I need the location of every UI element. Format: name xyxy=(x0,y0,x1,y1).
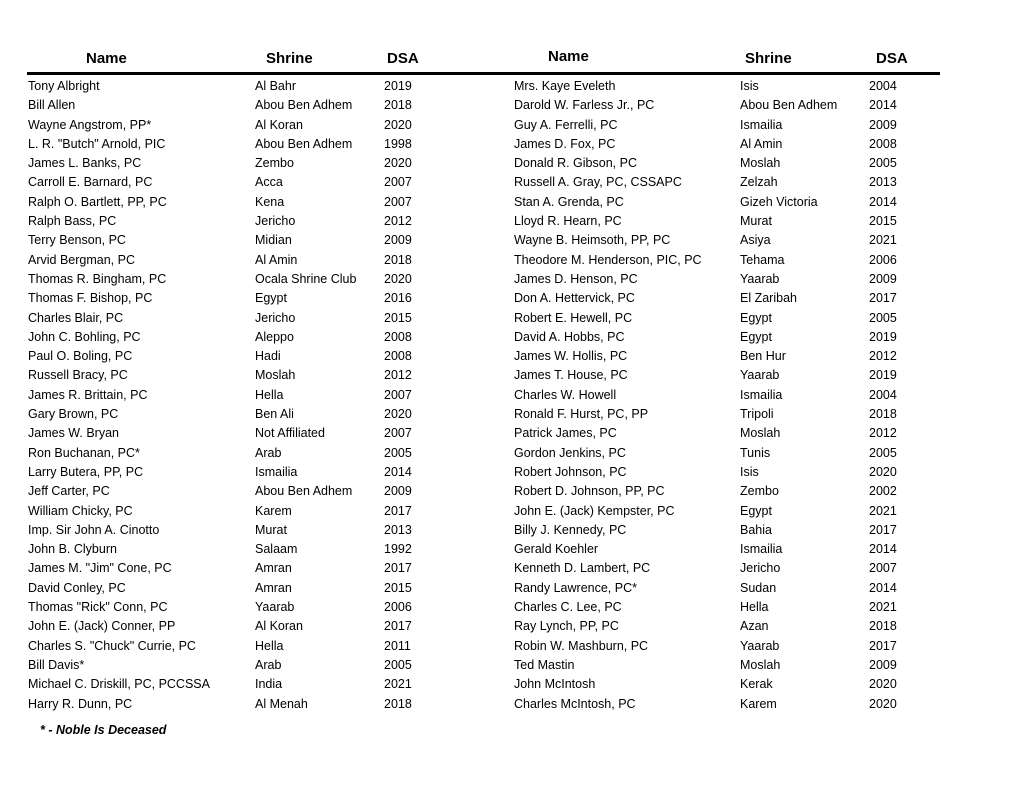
shrine-name: Zembo xyxy=(255,156,294,171)
dsa-year: 2007 xyxy=(384,387,412,402)
dsa-year: 2012 xyxy=(869,426,897,441)
shrine-name: Egypt xyxy=(740,329,772,344)
table-row xyxy=(500,289,1010,308)
shrine-name: Tripoli xyxy=(740,407,774,422)
dsa-year: 2021 xyxy=(869,233,897,248)
table-row xyxy=(0,637,500,656)
table-row xyxy=(0,328,500,347)
shrine-name: Al Amin xyxy=(255,252,298,267)
member-name: James T. House, PC xyxy=(514,368,628,383)
dsa-year: 2020 xyxy=(384,117,412,132)
table-row xyxy=(0,695,500,714)
member-name: Billy J. Kennedy, PC xyxy=(514,522,627,537)
dsa-year: 2021 xyxy=(869,600,897,615)
dsa-year: 2008 xyxy=(384,349,412,364)
shrine-name: Isis xyxy=(740,79,759,93)
dsa-year: 2020 xyxy=(384,156,412,171)
member-name: Wayne Angstrom, PP* xyxy=(28,117,152,132)
table-row xyxy=(0,559,500,578)
table-row xyxy=(500,116,1010,135)
dsa-year: 2006 xyxy=(384,600,412,615)
dsa-year: 1998 xyxy=(384,136,412,151)
member-name: Charles S. "Chuck" Currie, PC xyxy=(28,638,196,653)
member-name: James D. Fox, PC xyxy=(514,136,616,151)
shrine-name: Arab xyxy=(255,445,282,460)
dsa-year: 2013 xyxy=(384,522,412,537)
shrine-name: Ismailia xyxy=(740,117,783,132)
shrine-name: Bahia xyxy=(740,522,772,537)
dsa-year: 2018 xyxy=(869,619,897,634)
shrine-name: Moslah xyxy=(740,657,781,672)
dsa-year: 2017 xyxy=(869,522,897,537)
member-name: L. R. "Butch" Arnold, PIC xyxy=(28,136,166,151)
table-row xyxy=(500,154,1010,173)
table-row xyxy=(500,231,1010,250)
member-name: Robin W. Mashburn, PC xyxy=(514,638,649,653)
member-name: Charles C. Lee, PC xyxy=(514,600,622,615)
dsa-year: 2018 xyxy=(384,252,412,267)
header-dsa-left: DSA xyxy=(387,50,419,67)
shrine-name: Abou Ben Adhem xyxy=(255,136,353,151)
shrine-name: Hella xyxy=(255,387,284,402)
table-row xyxy=(500,617,1010,636)
table-row xyxy=(0,347,500,366)
table-row xyxy=(500,77,1010,96)
shrine-name: Yaarab xyxy=(740,368,780,383)
shrine-name: Ben Ali xyxy=(255,407,294,422)
member-name: Harry R. Dunn, PC xyxy=(28,696,133,711)
header-name-left: Name xyxy=(86,50,127,67)
table-row xyxy=(0,598,500,617)
member-name: Gerald Koehler xyxy=(514,542,599,557)
shrine-name: Amran xyxy=(255,580,292,595)
table-row xyxy=(500,521,1010,540)
table-row xyxy=(0,212,500,231)
table-row xyxy=(500,637,1010,656)
shrine-name: Tehama xyxy=(740,252,785,267)
shrine-name: Abou Ben Adhem xyxy=(255,98,353,113)
member-name: Arvid Bergman, PC xyxy=(28,252,135,267)
dsa-year: 2018 xyxy=(384,696,412,711)
member-name: Patrick James, PC xyxy=(514,426,617,441)
member-name: Michael C. Driskill, PC, PCCSSA xyxy=(28,677,210,692)
member-name: Imp. Sir John A. Cinotto xyxy=(28,522,160,537)
member-name: Donald R. Gibson, PC xyxy=(514,156,637,171)
shrine-name: Jericho xyxy=(255,214,296,229)
member-name: Ted Mastin xyxy=(514,657,575,672)
shrine-name: Moslah xyxy=(740,156,781,171)
shrine-name: Hella xyxy=(255,638,284,653)
member-name: Ron Buchanan, PC* xyxy=(28,445,140,460)
shrine-name: Yaarab xyxy=(740,638,780,653)
member-name: Wayne B. Heimsoth, PP, PC xyxy=(514,233,671,248)
table-row xyxy=(500,482,1010,501)
shrine-name: India xyxy=(255,677,283,692)
member-name: Don A. Hettervick, PC xyxy=(514,291,635,306)
member-name: Russell Bracy, PC xyxy=(28,368,128,383)
dsa-year: 2005 xyxy=(384,657,412,672)
dsa-year: 2004 xyxy=(869,79,897,93)
dsa-year: 2014 xyxy=(869,542,897,557)
shrine-name: Yaarab xyxy=(740,271,780,286)
dsa-year: 2007 xyxy=(384,175,412,190)
member-name: Charles W. Howell xyxy=(514,387,617,402)
dsa-year: 2018 xyxy=(384,98,412,113)
member-name: Ralph Bass, PC xyxy=(28,214,117,229)
dsa-year: 2015 xyxy=(869,214,897,229)
member-name: James R. Brittain, PC xyxy=(28,387,148,402)
table-row xyxy=(500,695,1010,714)
member-name: Gordon Jenkins, PC xyxy=(514,445,626,460)
shrine-name: Sudan xyxy=(740,580,777,595)
member-name: Darold W. Farless Jr., PC xyxy=(514,98,655,113)
member-name: William Chicky, PC xyxy=(28,503,133,518)
member-name: Larry Butera, PP, PC xyxy=(28,464,144,479)
shrine-name: Not Affiliated xyxy=(255,426,325,441)
table-row xyxy=(0,617,500,636)
member-name: Robert Johnson, PC xyxy=(514,464,627,479)
table-row xyxy=(0,405,500,424)
shrine-name: Kerak xyxy=(740,677,773,692)
header-shrine-right: Shrine xyxy=(745,50,792,67)
dsa-year: 1992 xyxy=(384,542,412,557)
dsa-year: 2017 xyxy=(869,291,897,306)
dsa-year: 2021 xyxy=(384,677,412,692)
table-row xyxy=(0,154,500,173)
shrine-name: Azan xyxy=(740,619,769,634)
shrine-name: Gizeh Victoria xyxy=(740,194,818,209)
table-row xyxy=(500,656,1010,675)
shrine-name: Moslah xyxy=(740,426,781,441)
member-name: Paul O. Boling, PC xyxy=(28,349,133,364)
shrine-name: Zembo xyxy=(740,484,779,499)
dsa-year: 2011 xyxy=(384,638,411,653)
shrine-name: Egypt xyxy=(740,503,772,518)
shrine-name: Karem xyxy=(255,503,292,518)
dsa-year: 2006 xyxy=(869,252,897,267)
member-name: James W. Hollis, PC xyxy=(514,349,628,364)
shrine-name: Murat xyxy=(740,214,772,229)
member-name: Terry Benson, PC xyxy=(28,233,126,248)
table-row xyxy=(500,135,1010,154)
dsa-year: 2014 xyxy=(869,98,897,113)
shrine-name: Zelzah xyxy=(740,175,778,190)
dsa-year: 2020 xyxy=(869,464,897,479)
table-row xyxy=(500,424,1010,443)
table-row xyxy=(500,463,1010,482)
member-name: Lloyd R. Hearn, PC xyxy=(514,214,622,229)
shrine-name: Al Menah xyxy=(255,696,308,711)
shrine-name: Hella xyxy=(740,600,769,615)
table-row xyxy=(500,386,1010,405)
table-row xyxy=(0,77,500,96)
shrine-name: Acca xyxy=(255,175,283,190)
dsa-year: 2009 xyxy=(869,271,897,286)
table-row xyxy=(0,502,500,521)
member-name: David Conley, PC xyxy=(28,580,126,595)
shrine-name: Hadi xyxy=(255,349,281,364)
dsa-year: 2014 xyxy=(384,464,412,479)
table-row xyxy=(500,328,1010,347)
dsa-year: 2012 xyxy=(384,214,412,229)
table-row xyxy=(0,424,500,443)
dsa-year: 2005 xyxy=(384,445,412,460)
member-name: Randy Lawrence, PC* xyxy=(514,580,637,595)
dsa-year: 2007 xyxy=(869,561,897,576)
member-name: John E. (Jack) Kempster, PC xyxy=(514,503,675,518)
dsa-year: 2015 xyxy=(384,310,412,325)
table-row xyxy=(0,116,500,135)
dsa-year: 2005 xyxy=(869,310,897,325)
member-name: Kenneth D. Lambert, PC xyxy=(514,561,651,576)
member-name: Carroll E. Barnard, PC xyxy=(28,175,153,190)
member-name: Stan A. Grenda, PC xyxy=(514,194,624,209)
table-row xyxy=(0,289,500,308)
shrine-name: Isis xyxy=(740,464,759,479)
member-name: Ralph O. Bartlett, PP, PC xyxy=(28,194,167,209)
table-row xyxy=(0,231,500,250)
table-row xyxy=(0,96,500,115)
member-name: John E. (Jack) Conner, PP xyxy=(28,619,176,634)
shrine-name: Ocala Shrine Club xyxy=(255,271,357,286)
shrine-name: Aleppo xyxy=(255,329,294,344)
table-row xyxy=(0,540,500,559)
member-name: Robert E. Hewell, PC xyxy=(514,310,633,325)
table-row xyxy=(500,173,1010,192)
dsa-year: 2017 xyxy=(384,561,412,576)
table-row xyxy=(500,405,1010,424)
member-name: Charles McIntosh, PC xyxy=(514,696,636,711)
shrine-name: Kena xyxy=(255,194,285,209)
table-row xyxy=(0,444,500,463)
member-name: James M. "Jim" Cone, PC xyxy=(28,561,172,576)
member-name: John McIntosh xyxy=(514,677,596,692)
shrine-name: Al Bahr xyxy=(255,79,296,93)
shrine-name: Ismailia xyxy=(740,542,783,557)
header-rule xyxy=(27,72,940,75)
dsa-year: 2009 xyxy=(869,117,897,132)
table-row xyxy=(500,675,1010,694)
dsa-year: 2012 xyxy=(869,349,897,364)
dsa-year: 2014 xyxy=(869,580,897,595)
member-name: Thomas "Rick" Conn, PC xyxy=(28,600,168,615)
table-row xyxy=(0,521,500,540)
member-name: John C. Bohling, PC xyxy=(28,329,141,344)
dsa-year: 2017 xyxy=(869,638,897,653)
member-name: Gary Brown, PC xyxy=(28,407,119,422)
shrine-name: Egypt xyxy=(740,310,772,325)
dsa-year: 2007 xyxy=(384,194,412,209)
table-row xyxy=(0,135,500,154)
member-name: David A. Hobbs, PC xyxy=(514,329,625,344)
member-name: Ronald F. Hurst, PC, PP xyxy=(514,407,649,422)
dsa-year: 2008 xyxy=(384,329,412,344)
table-row xyxy=(500,366,1010,385)
table-row xyxy=(500,540,1010,559)
left-column xyxy=(0,77,500,714)
table-row xyxy=(500,309,1010,328)
table-row xyxy=(0,309,500,328)
shrine-name: Asiya xyxy=(740,233,771,248)
table-row xyxy=(0,270,500,289)
footnote: * - Noble Is Deceased xyxy=(40,723,167,737)
header-dsa-right: DSA xyxy=(876,50,908,67)
dsa-year: 2020 xyxy=(869,677,897,692)
table-row xyxy=(500,96,1010,115)
member-name: Bill Davis* xyxy=(28,657,85,672)
dsa-year: 2021 xyxy=(869,503,897,518)
member-name: Mrs. Kaye Eveleth xyxy=(514,79,616,93)
dsa-year: 2009 xyxy=(869,657,897,672)
table-row xyxy=(0,366,500,385)
table-row xyxy=(0,193,500,212)
shrine-name: Abou Ben Adhem xyxy=(740,98,838,113)
dsa-year: 2020 xyxy=(384,407,412,422)
shrine-name: Ben Hur xyxy=(740,349,786,364)
member-name: Tony Albright xyxy=(28,79,100,93)
dsa-year: 2014 xyxy=(869,194,897,209)
dsa-year: 2013 xyxy=(869,175,897,190)
table-row xyxy=(500,251,1010,270)
shrine-name: Abou Ben Adhem xyxy=(255,484,353,499)
header-name-right: Name xyxy=(548,48,589,65)
member-name: Russell A. Gray, PC, CSSAPC xyxy=(514,175,682,190)
member-name: Thomas F. Bishop, PC xyxy=(28,291,153,306)
dsa-year: 2005 xyxy=(869,156,897,171)
table-row xyxy=(0,579,500,598)
shrine-name: Midian xyxy=(255,233,292,248)
dsa-year: 2012 xyxy=(384,368,412,383)
table-row xyxy=(500,212,1010,231)
table-row xyxy=(500,579,1010,598)
member-name: James L. Banks, PC xyxy=(28,156,142,171)
member-name: Ray Lynch, PP, PC xyxy=(514,619,619,634)
shrine-name: Murat xyxy=(255,522,287,537)
table-row xyxy=(0,251,500,270)
table-row xyxy=(500,598,1010,617)
member-name: James W. Bryan xyxy=(28,426,119,441)
dsa-year: 2004 xyxy=(869,387,897,402)
shrine-name: Jericho xyxy=(740,561,781,576)
table-row xyxy=(0,482,500,501)
member-name: Bill Allen xyxy=(28,98,76,113)
member-name: Thomas R. Bingham, PC xyxy=(28,271,167,286)
shrine-name: Al Koran xyxy=(255,117,303,132)
dsa-year: 2009 xyxy=(384,484,412,499)
shrine-name: Amran xyxy=(255,561,292,576)
shrine-name: Tunis xyxy=(740,445,771,460)
table-row xyxy=(0,656,500,675)
shrine-name: Ismailia xyxy=(255,464,298,479)
dsa-year: 2019 xyxy=(869,329,897,344)
member-name: John B. Clyburn xyxy=(28,542,117,557)
dsa-year: 2008 xyxy=(869,136,897,151)
dsa-year: 2017 xyxy=(384,503,412,518)
table-row xyxy=(500,502,1010,521)
dsa-year: 2007 xyxy=(384,426,412,441)
member-name: Theodore M. Henderson, PIC, PC xyxy=(514,252,702,267)
dsa-year: 2020 xyxy=(869,696,897,711)
member-name: Robert D. Johnson, PP, PC xyxy=(514,484,665,499)
table-row xyxy=(0,675,500,694)
dsa-year: 2016 xyxy=(384,291,412,306)
shrine-name: Egypt xyxy=(255,291,287,306)
member-name: Charles Blair, PC xyxy=(28,310,124,325)
shrine-name: Jericho xyxy=(255,310,296,325)
header-shrine-left: Shrine xyxy=(266,50,313,67)
shrine-name: Al Koran xyxy=(255,619,303,634)
dsa-year: 2005 xyxy=(869,445,897,460)
table-row xyxy=(500,193,1010,212)
dsa-year: 2020 xyxy=(384,271,412,286)
member-name: Guy A. Ferrelli, PC xyxy=(514,117,618,132)
shrine-name: Salaam xyxy=(255,542,298,557)
dsa-year: 2019 xyxy=(384,79,412,93)
shrine-name: Moslah xyxy=(255,368,296,383)
shrine-name: Arab xyxy=(255,657,282,672)
member-name: Jeff Carter, PC xyxy=(28,484,110,499)
dsa-year: 2002 xyxy=(869,484,897,499)
shrine-name: El Zaribah xyxy=(740,291,797,306)
member-name: James D. Henson, PC xyxy=(514,271,638,286)
table-row xyxy=(0,173,500,192)
table-row xyxy=(500,270,1010,289)
table-row xyxy=(0,463,500,482)
table-row xyxy=(500,444,1010,463)
table-row xyxy=(0,386,500,405)
dsa-year: 2015 xyxy=(384,580,412,595)
dsa-year: 2019 xyxy=(869,368,897,383)
shrine-name: Yaarab xyxy=(255,600,295,615)
table-row xyxy=(500,559,1010,578)
table-row xyxy=(500,347,1010,366)
dsa-year: 2018 xyxy=(869,407,897,422)
dsa-year: 2017 xyxy=(384,619,412,634)
dsa-year: 2009 xyxy=(384,233,412,248)
shrine-name: Al Amin xyxy=(740,136,783,151)
shrine-name: Ismailia xyxy=(740,387,783,402)
shrine-name: Karem xyxy=(740,696,777,711)
right-column xyxy=(500,77,1010,714)
